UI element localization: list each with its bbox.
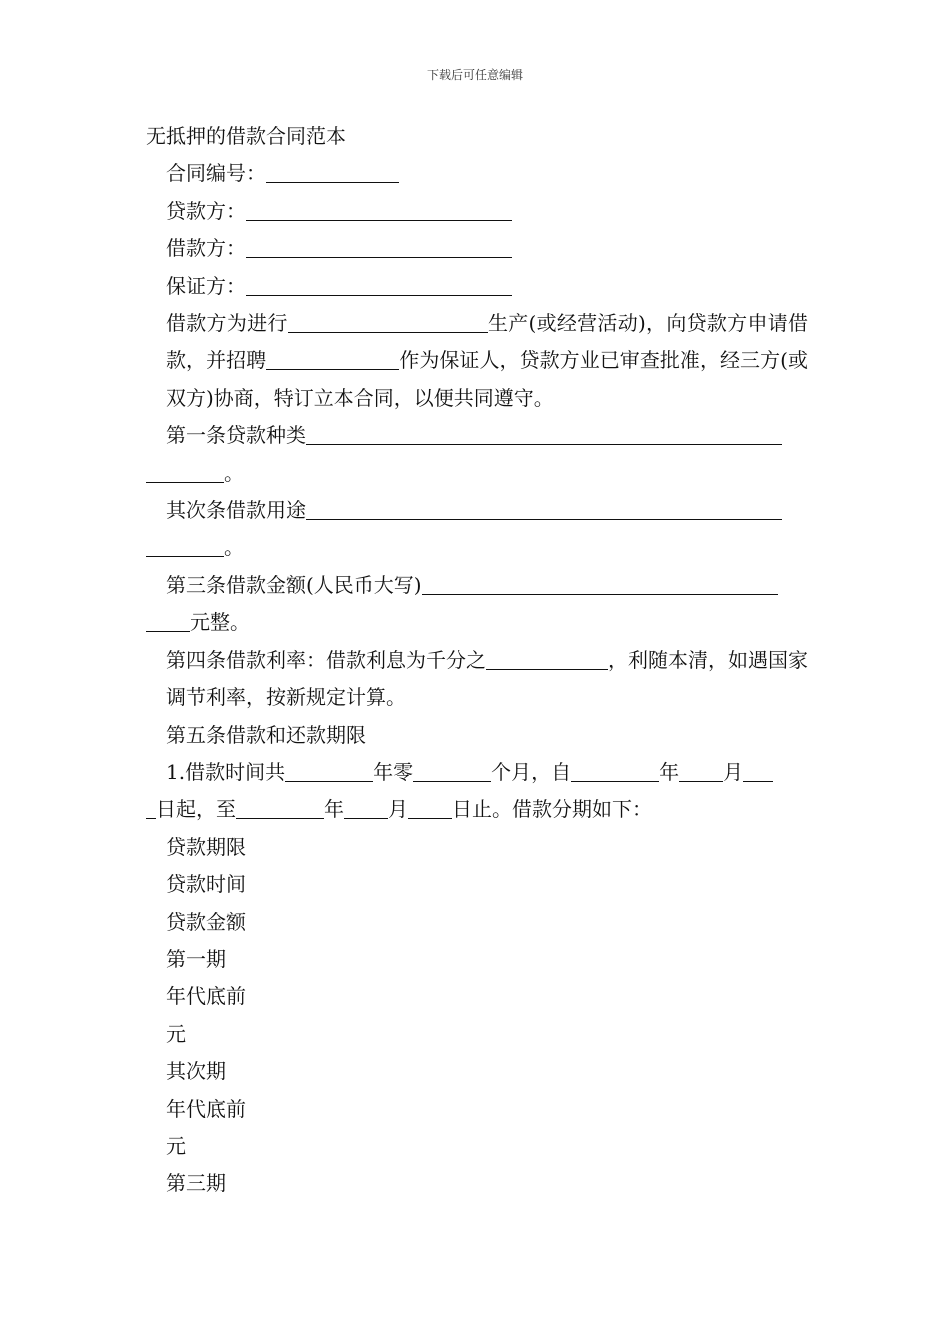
- start-day-blank[interactable]: [743, 757, 773, 782]
- end-month-blank[interactable]: [344, 794, 388, 819]
- contract-body: [146, 118, 808, 1203]
- loan-amount-blank[interactable]: [422, 570, 778, 595]
- page-header: 下载后可任意编辑: [426, 68, 523, 82]
- preamble-paragraph: 借款方为进行 生产(或经营活动)，向贷款方申请借款，并招聘 作为保证人，贷款方业已审查批准，经三方(或双方)协商，特订立本合同，以便共同遵守。: [146, 305, 808, 417]
- loan-type-blank-cont[interactable]: [146, 458, 224, 483]
- schedule-item: 第三期: [166, 1171, 226, 1196]
- article-5-term-cont: 日起，至 年 月 日止。借款分期如下：: [146, 791, 808, 828]
- years-blank[interactable]: [285, 757, 373, 782]
- loan-purpose-blank-cont[interactable]: [146, 532, 224, 557]
- guarantor-name-blank[interactable]: [266, 345, 399, 370]
- production-blank[interactable]: [288, 308, 488, 333]
- lender-blank[interactable]: [246, 196, 512, 221]
- article-5-term: 1.借款时间共 年零 个月，自 年 月: [146, 754, 808, 791]
- guarantor-field: 保证方：: [146, 268, 808, 305]
- start-month-blank[interactable]: [679, 757, 723, 782]
- schedule-item: 元: [166, 1021, 186, 1046]
- article-2: 其次条借款用途 。: [146, 492, 808, 567]
- schedule-item: 年代底前: [166, 984, 246, 1009]
- schedule-item: 元: [166, 1133, 186, 1158]
- start-year-blank[interactable]: [571, 757, 659, 782]
- loan-type-blank[interactable]: [306, 420, 782, 445]
- borrower-field: 借款方：: [146, 230, 808, 267]
- article-4: 第四条借款利率：借款利息为千分之 ，利随本清，如遇国家调节利率，按新规定计算。: [146, 642, 808, 717]
- document-title: 无抵押的借款合同范本: [146, 124, 346, 148]
- schedule-item: 第一期: [166, 946, 226, 971]
- schedule-item: 贷款金额: [166, 909, 246, 934]
- contract-number-blank[interactable]: [266, 158, 399, 183]
- loan-purpose-blank[interactable]: [306, 495, 782, 520]
- borrower-blank[interactable]: [246, 233, 512, 258]
- contract-number-field: 合同编号：: [146, 155, 808, 192]
- article-1: 第一条贷款种类 。: [146, 417, 808, 492]
- start-day-blank-cont[interactable]: [146, 794, 156, 819]
- guarantor-blank[interactable]: [246, 271, 512, 296]
- end-day-blank[interactable]: [408, 794, 452, 819]
- months-blank[interactable]: [413, 757, 491, 782]
- article-5-title: 第五条借款和还款期限: [166, 722, 366, 747]
- interest-rate-blank[interactable]: [486, 645, 608, 670]
- schedule-item: 其次期: [166, 1059, 226, 1084]
- article-3: 第三条借款金额(人民币大写) 元整。: [146, 567, 808, 642]
- end-year-blank[interactable]: [236, 794, 324, 819]
- lender-field: 贷款方：: [146, 193, 808, 230]
- schedule-item: 年代底前: [166, 1096, 246, 1121]
- schedule-item: 贷款期限: [166, 834, 246, 859]
- schedule-item: 贷款时间: [166, 872, 246, 897]
- loan-amount-blank-cont[interactable]: [146, 607, 190, 632]
